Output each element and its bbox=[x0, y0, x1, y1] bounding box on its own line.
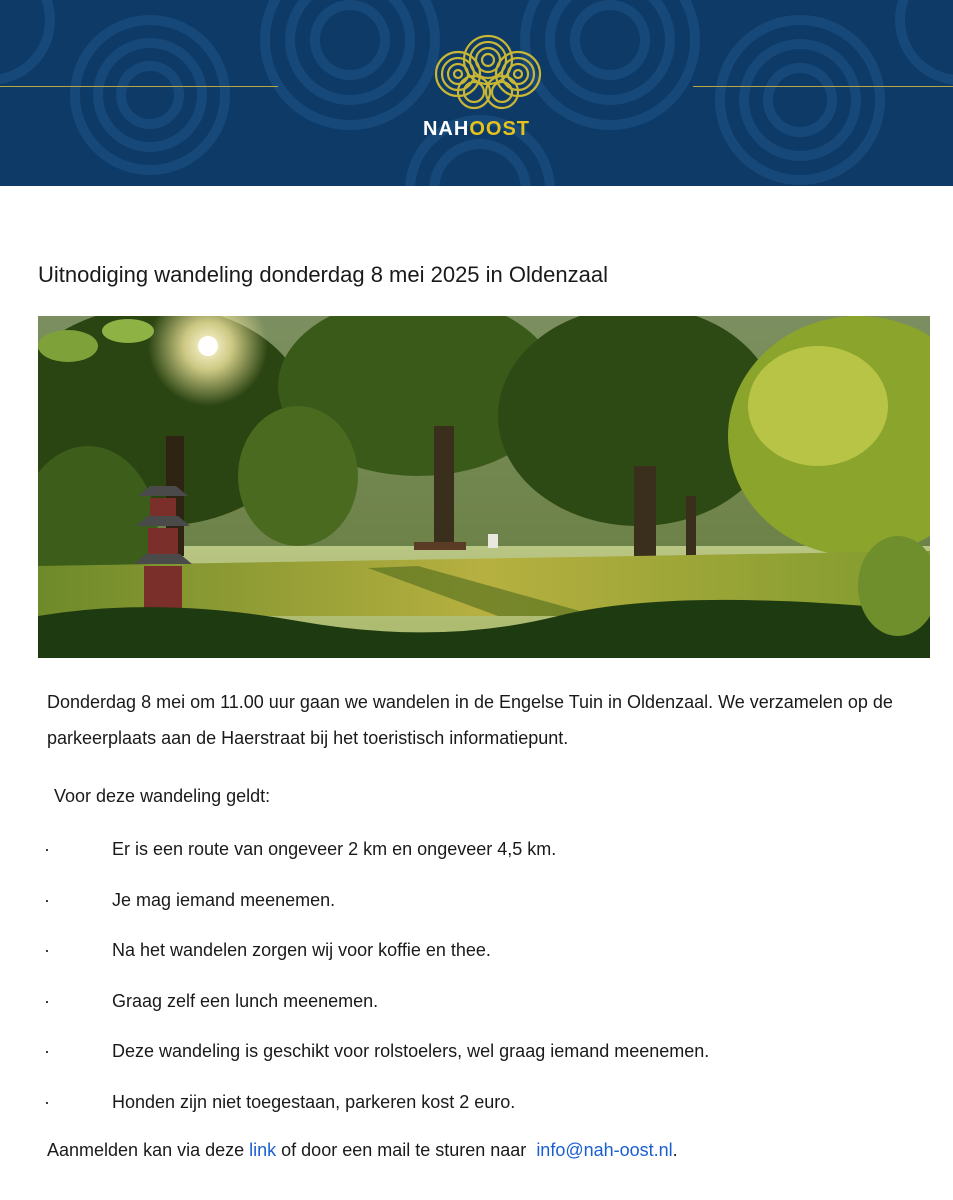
email-link[interactable]: info@nah-oost.nl bbox=[536, 1140, 673, 1160]
signup-paragraph bbox=[47, 1140, 678, 1161]
bullet-marker: · bbox=[44, 1041, 50, 1062]
signup-prefix: Aanmelden kan via deze bbox=[47, 1140, 250, 1160]
header-banner bbox=[0, 0, 953, 186]
list-item-text: Deze wandeling is geschikt voor rolstoelers, wel graag iemand meenemen. bbox=[112, 1041, 710, 1062]
park-photo bbox=[38, 316, 930, 658]
bullet-marker: · bbox=[44, 990, 50, 1011]
brand-accent: OOST bbox=[469, 118, 530, 140]
list-item-text: Na het wandelen zorgen wij voor koffie en thee. bbox=[112, 940, 491, 961]
signup-suffix: . bbox=[672, 1140, 678, 1160]
labyrinth-cloud-logo-icon bbox=[430, 30, 546, 112]
list-item-text: Je mag iemand meenemen. bbox=[112, 889, 336, 910]
bullet-marker: · bbox=[44, 1091, 50, 1112]
bullet-marker: · bbox=[44, 889, 50, 910]
conditions-lead: Voor deze wandeling geldt: bbox=[54, 786, 271, 806]
list-item-text: Honden zijn niet toegestaan, parkeren kost 2 euro. bbox=[112, 1091, 516, 1112]
bullet-marker: · bbox=[44, 940, 50, 961]
page-title: Uitnodiging wandeling donderdag 8 mei 2025 in Oldenzaal bbox=[38, 262, 608, 287]
header-rule-left bbox=[0, 86, 278, 87]
header-rule-right bbox=[693, 86, 953, 87]
signup-middle: of door een mail te sturen naar bbox=[276, 1140, 537, 1160]
list-item-text: Graag zelf een lunch meenemen. bbox=[112, 990, 379, 1011]
intro-paragraph: Donderdag 8 mei om 11.00 uur gaan we wandelen in de Engelse Tuin in Oldenzaal. We verzamelen op de parkeerplaats aan de Haerstraat bij het toeristisch informatiepunt. bbox=[47, 692, 893, 748]
brand-name bbox=[0, 118, 953, 141]
list-item-text: Er is een route van ongeveer 2 km en ongeveer 4,5 km. bbox=[112, 839, 557, 859]
brand-primary: NAH bbox=[422, 118, 470, 140]
signup-link[interactable]: link bbox=[249, 1140, 277, 1160]
bullet-marker: · bbox=[44, 839, 50, 859]
